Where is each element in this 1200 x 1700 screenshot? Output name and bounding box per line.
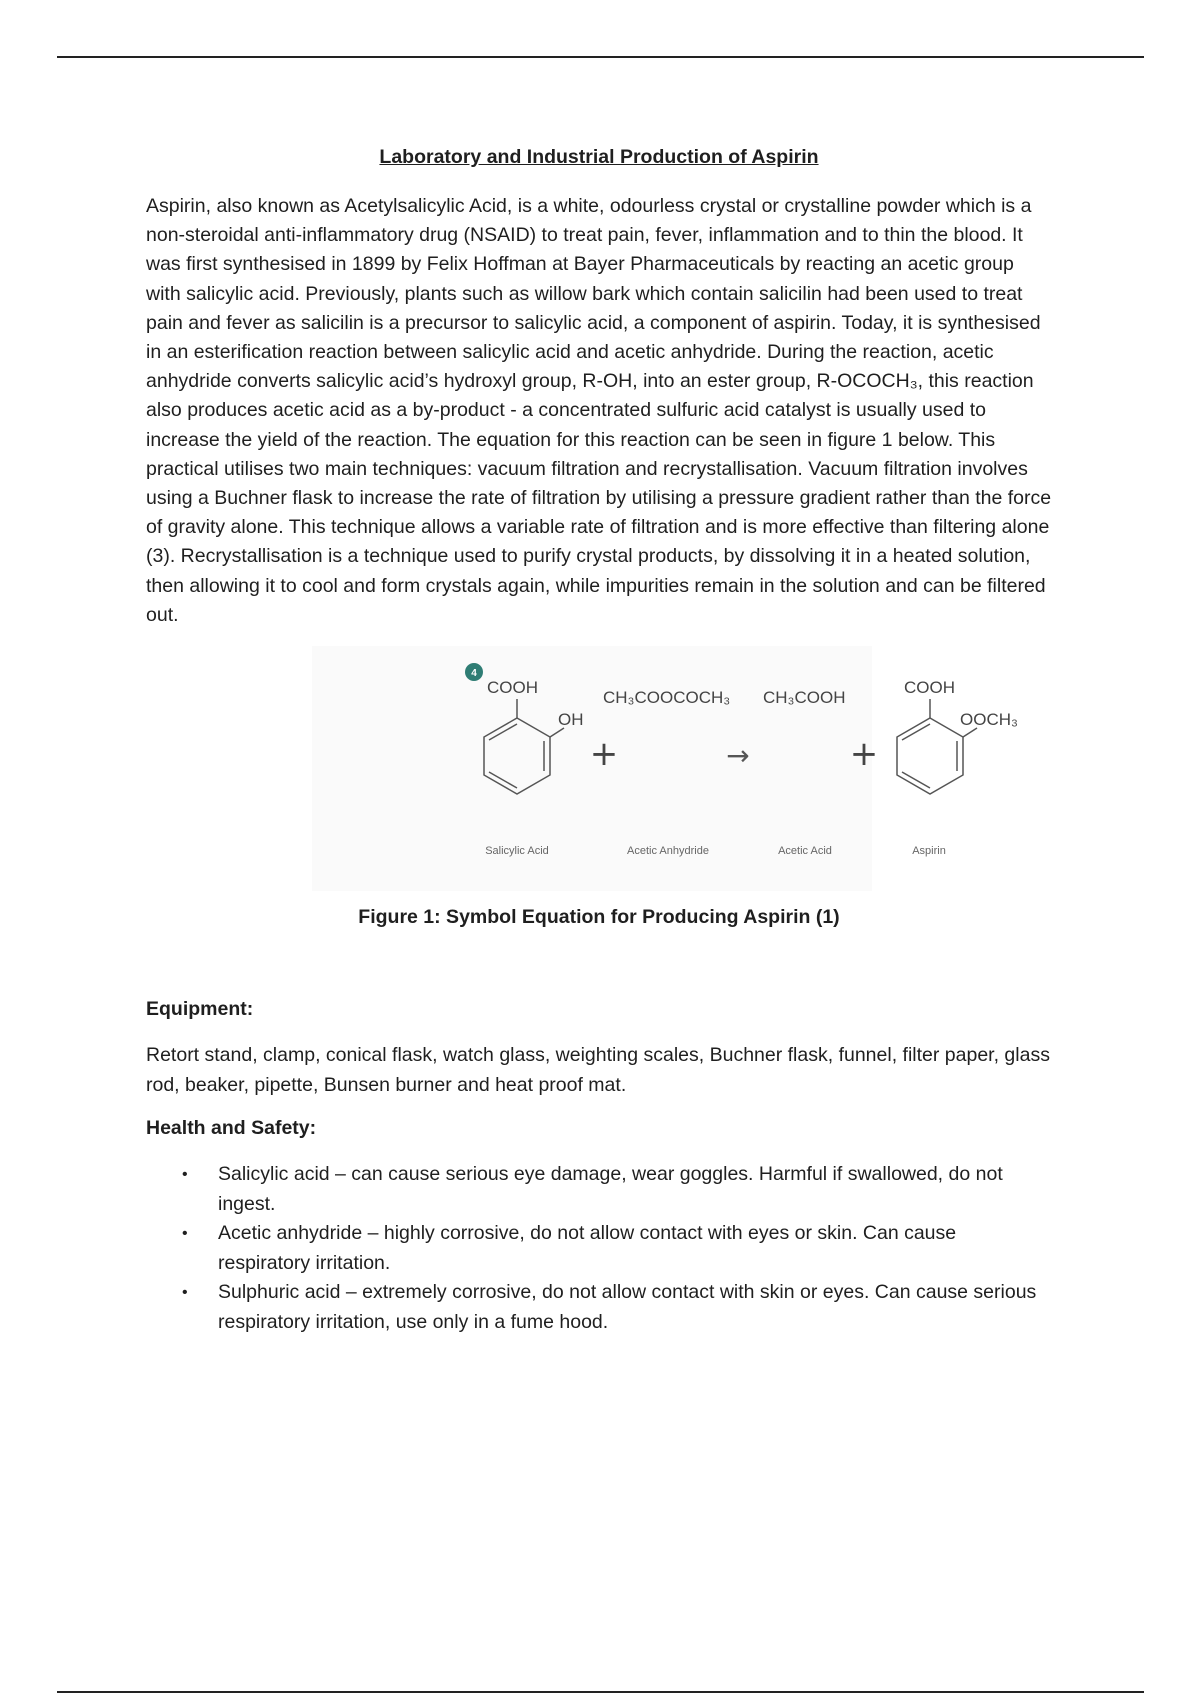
list-item-text: Acetic anhydride – highly corrosive, do not allow contact with eyes or skin. Can cause respiratory irritation. [218,1222,957,1274]
list-item [146,1278,1052,1337]
equipment-heading: Equipment: [146,998,254,1020]
plus-sign: + [849,734,879,774]
list-item-text: Salicylic acid – can cause serious eye damage, wear goggles. Harmful if swallowed, do not ingest. [218,1163,1003,1215]
label-acetic-acid: Acetic Acid [778,845,832,857]
aspirin-benzene-ring [897,718,963,794]
document-title: Laboratory and Industrial Production of Aspirin [379,146,819,168]
list-item-text: Sulphuric acid – extremely corrosive, do not allow contact with skin or eyes. Can cause serious respiratory irritation, use only in a fume hood. [218,1281,1037,1333]
salicylic-oh-label: OH [558,710,584,729]
reaction-figure [312,646,1018,891]
equipment-text: Retort stand, clamp, conical flask, watch glass, weighting scales, Buchner flask, funnel, filter paper, glass rod, beaker, pipette, Bunsen burner and heat proof mat. [146,1044,1050,1096]
intro-paragraph: Aspirin, also known as Acetylsalicylic Acid, is a white, odourless crystal or crystalline powder which is a non-steroidal anti-inflammatory drug (NSAID) to treat pain, fever, inflammation and to thin the blood. It was first synthesised in 1899 by Felix Hoffman at Bayer Pharmaceuticals by reacting an acetic group with salicylic acid. Previously, plants such as willow bark which contain salicilin had been used to treat pain and fever as salicilin is a precursor to salicylic acid, a component of aspirin. Today, it is synthesised in an esterification reaction between salicylic acid and acetic anhydride. During the reaction, acetic anhydride converts salicylic acid’s hydroxyl group, R-OH, into an ester group, R-OCOCH₃, this reaction also produces acetic acid as a by-product - a concentrated sulfuric acid catalyst is usually used to increase the yield of the reaction. The equation for this reaction can be seen in figure 1 below. This practical utilises two main techniques: vacuum filtration and recrystallisation. Vacuum filtration involves using a Buchner flask to increase the rate of filtration by utilising a pressure gradient rather than the force of gravity alone. This technique allows a variable rate of filtration and is more effective than filtering alone (3). Recrystallisation is a technique used to purify crystal products, by dissolving it in a heated solution, then allowing it to cool and form crystals again, while impurities remain in the solution and can be filtered out. [146,195,1052,626]
list-item [146,1160,1052,1219]
reaction-diagram [312,646,1018,891]
list-item [146,1219,1052,1278]
label-acetic-anhydride: Acetic Anhydride [627,845,709,857]
plus-sign: + [589,734,619,774]
label-salicylic-acid: Salicylic Acid [485,845,549,857]
header-rule [57,56,1144,58]
aspirin-ester-bond [963,728,977,737]
label-aspirin: Aspirin [912,845,946,857]
bullet-icon: • [182,1166,188,1183]
acetic-acid-formula: CH₃COOH [763,688,846,707]
aspirin-ooch3-label: OOCH₃ [960,710,1018,729]
acetic-anhydride-formula: CH₃COOCOCH₃ [603,688,731,707]
reaction-arrow: → [726,739,750,772]
aspirin-cooh-label: COOH [904,678,955,697]
figure-caption: Figure 1: Symbol Equation for Producing Aspirin (1) [358,906,840,928]
bullet-icon: • [182,1284,188,1301]
health-safety-heading: Health and Safety: [146,1117,317,1139]
figure-badge-number: 4 [471,668,477,679]
bullet-icon: • [182,1225,188,1242]
salicylic-cooh-label: COOH [487,678,538,697]
health-safety-list [146,1160,1052,1337]
footer-rule [57,1691,1144,1693]
